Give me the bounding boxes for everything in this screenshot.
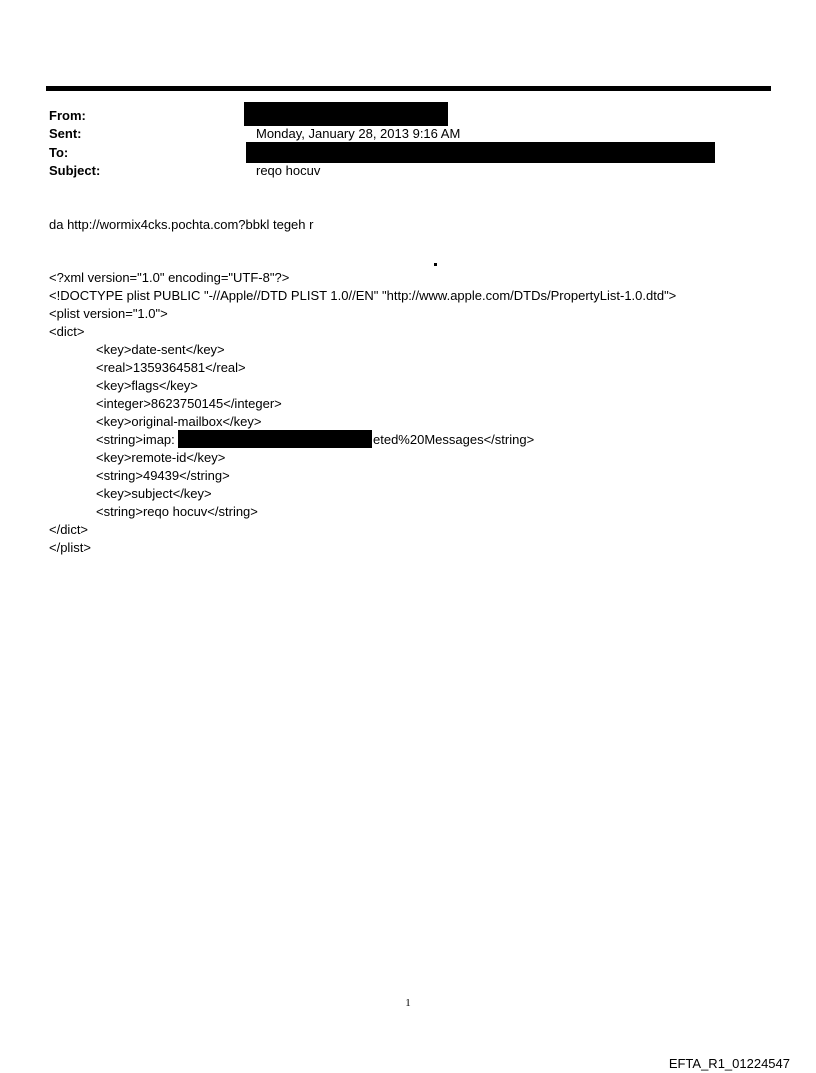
xml-key-remote-id: <key>remote-id</key> [96, 450, 226, 465]
xml-declaration-line: <?xml version="1.0" encoding="UTF-8"?> [49, 270, 290, 285]
xml-string-subject: <string>reqo hocuv</string> [96, 504, 258, 519]
xml-doctype-line: <!DOCTYPE plist PUBLIC "-//Apple//DTD PLIST 1.0//EN" "http://www.apple.com/DTDs/PropertyList-1.0.dtd"> [49, 288, 677, 303]
sent-label: Sent: [49, 126, 82, 141]
page-number: 1 [405, 997, 411, 1009]
to-redaction [246, 142, 715, 163]
subject-value: reqo hocuv [256, 163, 321, 178]
xml-string-remote-id: <string>49439</string> [96, 468, 230, 483]
xml-string-imap-start: <string>imap: [96, 432, 175, 447]
xml-plist-close-line: </plist> [49, 540, 91, 555]
subject-label: Subject: [49, 163, 101, 178]
xml-real-value: <real>1359364581</real> [96, 360, 246, 375]
sent-value: Monday, January 28, 2013 9:16 AM [256, 126, 461, 141]
from-label: From: [49, 108, 86, 123]
mailbox-redaction [178, 430, 372, 448]
xml-key-original-mailbox: <key>original-mailbox</key> [96, 414, 262, 429]
xml-plist-open-line: <plist version="1.0"> [49, 306, 168, 321]
xml-dict-close-line: </dict> [49, 522, 89, 537]
xml-key-flags: <key>flags</key> [96, 378, 198, 393]
xml-key-date-sent: <key>date-sent</key> [96, 342, 225, 357]
xml-dict-open-line: <dict> [49, 324, 85, 339]
header-rule [46, 86, 771, 91]
xml-string-imap-end: eted%20Messages</string> [373, 432, 535, 447]
xml-key-subject: <key>subject</key> [96, 486, 212, 501]
from-redaction [244, 102, 448, 126]
scan-speck [434, 263, 437, 266]
to-label: To: [49, 145, 69, 160]
bates-number: EFTA_R1_01224547 [668, 1056, 790, 1071]
body-intro-line: da http://wormix4cks.pochta.com?bbkl tegeh r [49, 217, 314, 232]
xml-integer-value: <integer>8623750145</integer> [96, 396, 282, 411]
